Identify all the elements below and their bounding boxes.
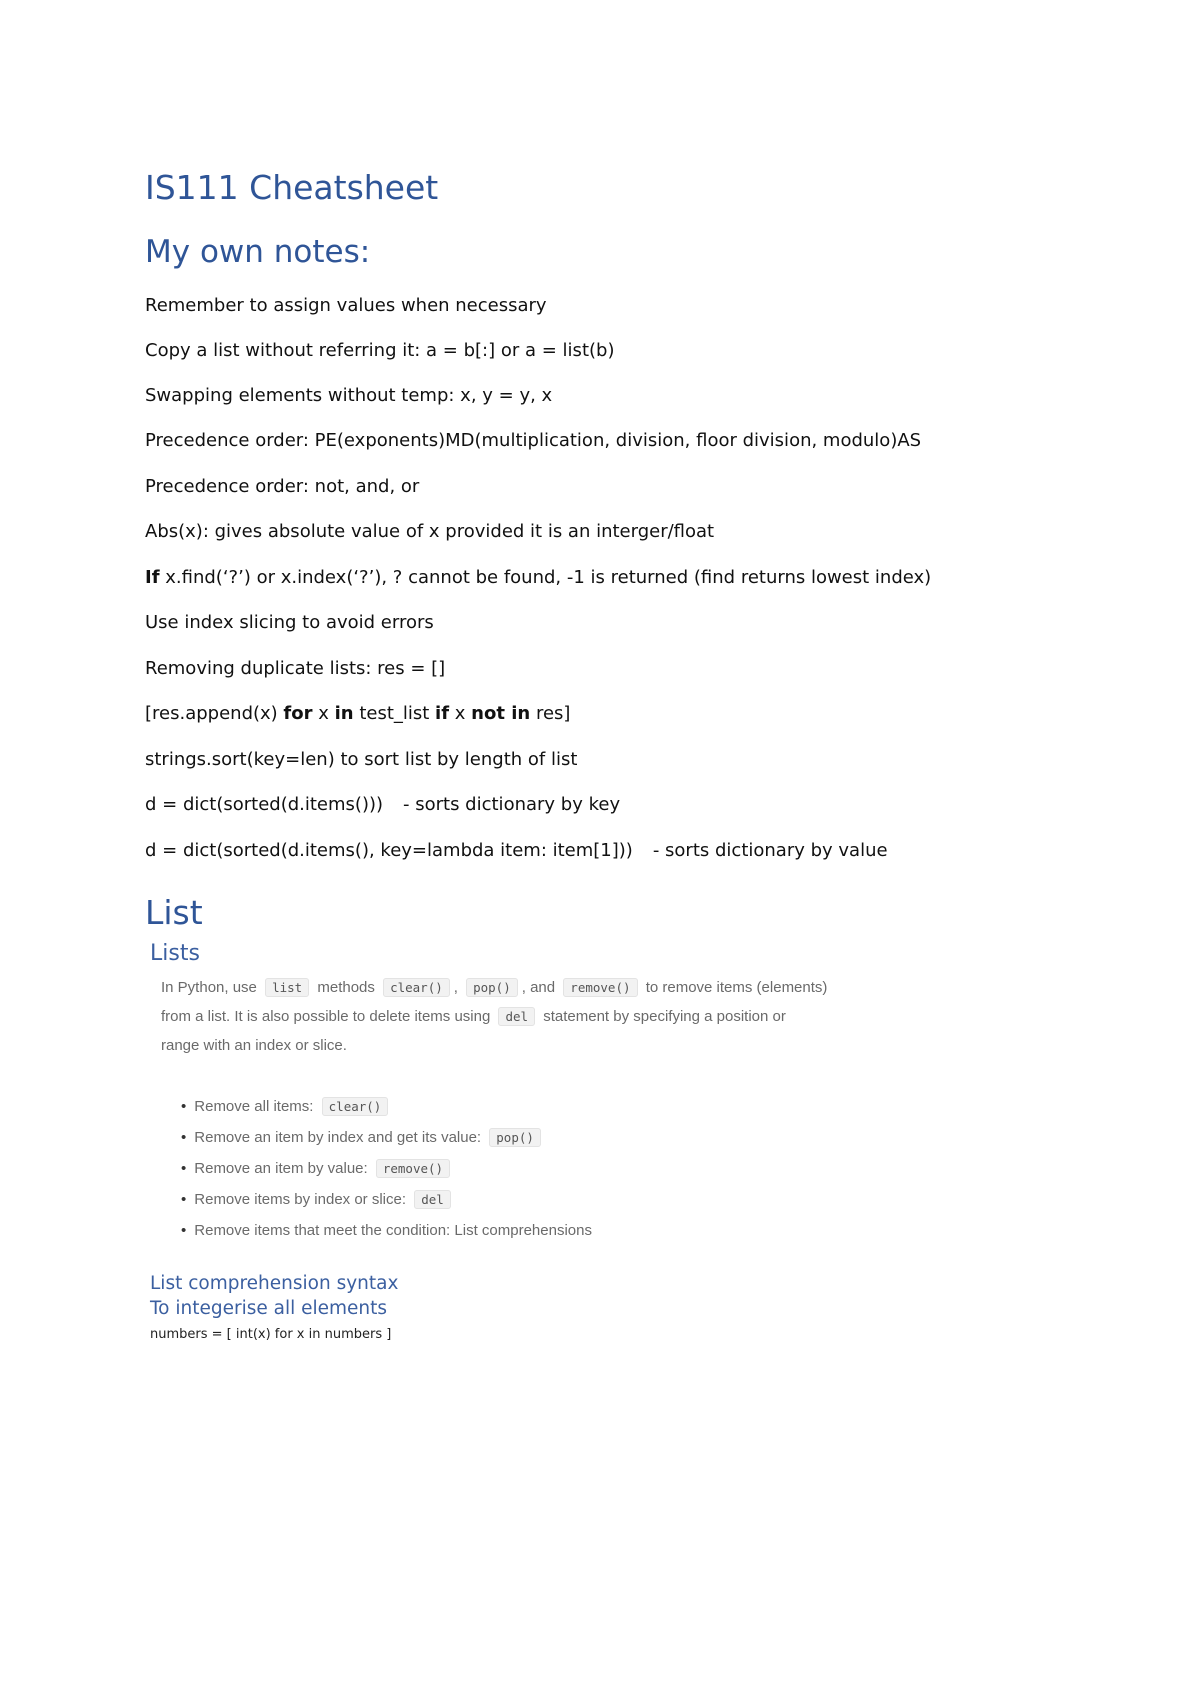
list-item: • Remove an item by index and get its value: pop(): [181, 1129, 545, 1146]
list-heading: List: [145, 893, 203, 932]
inline-code: pop(): [489, 1128, 541, 1147]
bullet-icon: •: [181, 1098, 187, 1115]
web-paragraph-line: from a list. It is also possible to delete items using del statement by specifying a position or: [161, 1008, 786, 1025]
note-line: Removing duplicate lists: res = []: [145, 658, 446, 679]
code-part: x: [449, 703, 472, 724]
keyword-in: in: [334, 703, 354, 724]
list-item: • Remove items by index or slice: del: [181, 1191, 455, 1208]
inline-code: list: [265, 978, 309, 997]
bullet-icon: •: [181, 1129, 187, 1146]
code-part: d = dict(sorted(d.items(), key=lambda item: item[1])): [145, 840, 633, 861]
keyword-if: If: [145, 567, 160, 588]
keyword-not-in: not in: [471, 703, 531, 724]
keyword-if: if: [435, 703, 450, 724]
note-line: Remember to assign values when necessary: [145, 295, 547, 316]
inline-code: remove(): [563, 978, 637, 997]
notes-heading: My own notes:: [145, 234, 371, 270]
code-part: [res.append(x): [145, 703, 284, 724]
note-line: Precedence order: PE(exponents)MD(multiplication, division, floor division, modulo)AS: [145, 430, 922, 451]
inline-code: remove(): [376, 1159, 450, 1178]
document-title: IS111 Cheatsheet: [145, 168, 439, 207]
code-part: res]: [530, 703, 571, 724]
list-item: • Remove all items: clear(): [181, 1098, 392, 1115]
integerise-heading: To integerise all elements: [150, 1298, 388, 1319]
note-line: [145, 840, 888, 861]
inline-code: clear(): [383, 978, 450, 997]
code-part: test_list: [353, 703, 436, 724]
keyword-for: for: [283, 703, 313, 724]
note-line: [145, 703, 570, 724]
bullet-icon: •: [181, 1222, 187, 1239]
inline-code: del: [414, 1190, 451, 1209]
note-text: - sorts dictionary by value: [652, 840, 888, 861]
inline-code: pop(): [466, 978, 518, 997]
note-line: Use index slicing to avoid errors: [145, 612, 434, 633]
note-line: strings.sort(key=len) to sort list by length of list: [145, 749, 578, 770]
inline-code: del: [498, 1007, 535, 1026]
code-part: x: [312, 703, 335, 724]
list-comprehension-heading: List comprehension syntax: [150, 1273, 399, 1294]
web-paragraph-line: In Python, use list methods clear() , pop() , and remove() to remove items (elements): [161, 979, 828, 996]
list-item: • Remove items that meet the condition: List comprehensions: [181, 1222, 592, 1239]
note-line: Abs(x): gives absolute value of x provided it is an interger/float: [145, 521, 715, 542]
note-line: Copy a list without referring it: a = b[:] or a = list(b): [145, 340, 615, 361]
bullet-icon: •: [181, 1191, 187, 1208]
note-text: x.find(‘?’) or x.index(‘?’), ? cannot be found, -1 is returned (find returns lowest index): [159, 567, 932, 588]
note-text: - sorts dictionary by key: [403, 794, 621, 815]
code-part: d = dict(sorted(d.items())): [145, 794, 384, 815]
bullet-icon: •: [181, 1160, 187, 1177]
inline-code: clear(): [322, 1097, 389, 1116]
note-line: [145, 567, 931, 588]
code-example: numbers = [ int(x) for x in numbers ]: [150, 1327, 392, 1342]
note-line: Precedence order: not, and, or: [145, 476, 420, 497]
list-item: • Remove an item by value: remove(): [181, 1160, 454, 1177]
lists-subheading: Lists: [150, 941, 200, 966]
note-line: [145, 794, 620, 815]
note-line: Swapping elements without temp: x, y = y, x: [145, 385, 553, 406]
web-paragraph-line: range with an index or slice.: [161, 1037, 347, 1054]
